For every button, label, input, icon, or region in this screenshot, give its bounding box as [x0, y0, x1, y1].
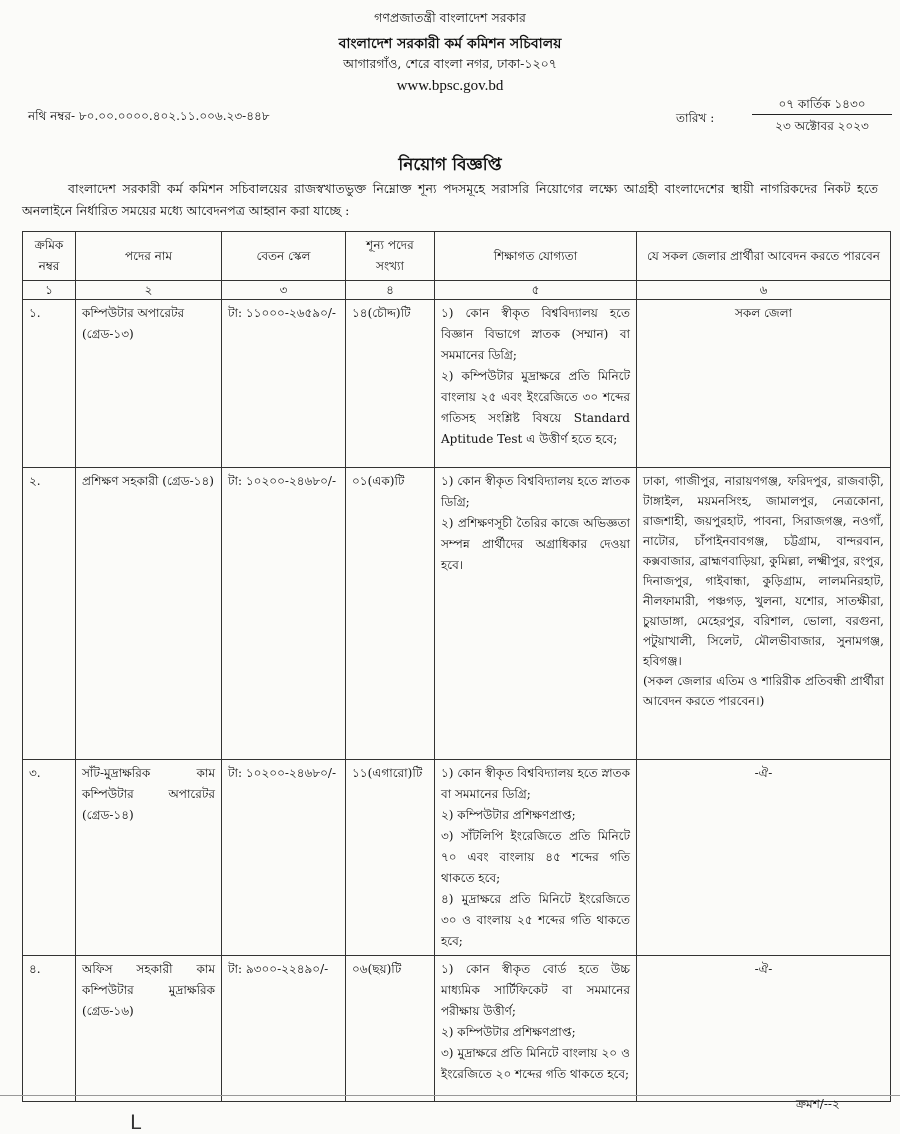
districts-cell: -ঐ- [637, 760, 891, 956]
qualification-item: ৩) মুদ্রাক্ষরে প্রতি মিনিটে বাংলায় ২০ ও ইংরেজিতে ২০ শব্দের গতি থাকতে হবে; [441, 1046, 630, 1081]
districts-cell [637, 468, 891, 760]
serial-cell: ৩. [23, 760, 76, 956]
col-number: ৩ [222, 281, 346, 300]
qualification-item: ২) কম্পিউটার মুদ্রাক্ষরে প্রতি মিনিটে বাংলায় ২৫ এবং ইংরেজিতে ৩০ শব্দের গতিসহ সংশ্লিষ্ট বিষয়ে Standard Aptitude Test এ উত্তীর্ণ হতে হবে; [441, 369, 630, 446]
post-cell: সাঁট-মুদ্রাক্ষরিক কাম কম্পিউটার অপারেটর (গ্রেড-১৪) [76, 760, 222, 956]
col-number: ১ [23, 281, 76, 300]
notice-title: নিয়োগ বিজ্ঞপ্তি [398, 155, 502, 175]
header-vacancy: শূন্য পদের সংখ্যা [346, 232, 435, 281]
commission-name: বাংলাদেশ সরকারী কর্ম কমিশন সচিবালয় [338, 36, 562, 52]
districts-list: ঢাকা, গাজীপুর, নারায়ণগঞ্জ, ফরিদপুর, রাজবাড়ী, টাঙ্গাইল, ময়মনসিংহ, জামালপুর, নেত্রকোনা, রাজশাহী, জয়পুরহাট, পাবনা, সিরাজগঞ্জ, নওগাঁ, নাটোর, চাঁপাইনবাবগঞ্জ, চট্টগ্রাম, বান্দরবান, কক্সবাজার, ব্রাহ্মণবাড়িয়া, কুমিল্লা, লক্ষ্মীপুর, রংপুর, দিনাজপুর, গাইবান্ধা, কুড়িগ্রাম, লালমনিরহাট, নীলফামারী, পঞ্চগড়, খুলনা, যশোর, সাতক্ষীরা, চুয়াডাঙ্গা, মেহেরপুর, বরিশাল, ভোলা, বরগুনা, পটুয়াখালী, সিলেট, মৌলভীবাজার, সুনামগঞ্জ, হবিগঞ্জ। [643, 474, 884, 668]
signature-mark: ᒪ [130, 1110, 142, 1134]
table-row [23, 956, 891, 1102]
districts-cell: -ঐ- [637, 956, 891, 1102]
table-row [23, 468, 891, 760]
scale-cell: টা: ৯৩০০-২২৪৯০/- [222, 956, 346, 1102]
header-post: পদের নাম [76, 232, 222, 281]
govt-name: গণপ্রজাতন্ত্রী বাংলাদেশ সরকার [374, 10, 526, 25]
qualification-cell [435, 300, 637, 468]
col-number: ৪ [346, 281, 435, 300]
qualification-item: ২) কম্পিউটার প্রশিক্ষণপ্রাপ্ত; [441, 808, 576, 822]
vacancy-cell: ০৬(ছয়)টি [346, 956, 435, 1102]
qualification-item: ২) প্রশিক্ষণসূচী তৈরির কাজে অভিজ্ঞতা সম্পন্ন প্রার্থীদের অগ্রাধিকার দেওয়া হবে। [441, 516, 630, 572]
date-label: তারিখ : [676, 111, 715, 125]
header-serial: ক্রমিক নম্বর [23, 232, 76, 281]
website: www.bpsc.gov.bd [396, 78, 504, 94]
serial-cell: ২. [23, 468, 76, 760]
districts-cell: সকল জেলা [637, 300, 891, 468]
scale-cell: টা: ১০২০০-২৪৬৮০/- [222, 760, 346, 956]
col-number: ৫ [435, 281, 637, 300]
serial-cell: ১. [23, 300, 76, 468]
continued-note: ক্রমশ/--২ [796, 1097, 840, 1111]
qualification-item: ৩) সাঁটলিপি ইংরেজিতে প্রতি মিনিটে ৭০ এবং বাংলায় ৪৫ শব্দের গতি থাকতে হবে; [441, 829, 630, 885]
column-number-row [23, 281, 891, 300]
intro-paragraph: বাংলাদেশ সরকারী কর্ম কমিশন সচিবালয়ের রাজস্বখাতভুক্ত নিম্নোক্ত শূন্য পদসমূহে সরাসরি নিয়োগের লক্ষ্যে আগ্রহী বাংলাদেশের স্থায়ী নাগরিকদের নিকট হতে অনলাইনে নির্ধারিত সময়ের মধ্যে আবেদনপত্র আহ্বান করা যাচ্ছে : [22, 181, 878, 218]
date-english: ২৩ অক্টোবর ২০২৩ [775, 119, 869, 133]
qualification-cell [435, 760, 637, 956]
qualification-cell [435, 468, 637, 760]
post-cell: কম্পিউটার অপারেটর (গ্রেড-১৩) [76, 300, 222, 468]
table-row [23, 760, 891, 956]
vacancy-table [22, 231, 891, 1102]
districts-note: (সকল জেলার এতিম ও শারিরীক প্রতিবন্ধী প্রার্থীরা আবেদন করতে পারবেন।) [643, 674, 884, 708]
qualification-item: ১) কোন স্বীকৃত বিশ্ববিদ্যালয় হতে স্নাতক ডিগ্রি; [441, 474, 630, 509]
post-cell: অফিস সহকারী কাম কম্পিউটার মুদ্রাক্ষরিক (গ্রেড-১৬) [76, 956, 222, 1102]
scale-cell: টা: ১০২০০-২৪৬৮০/- [222, 468, 346, 760]
col-number: ২ [76, 281, 222, 300]
header-scale: বেতন স্কেল [222, 232, 346, 281]
table-row [23, 300, 891, 468]
qualification-item: ১) কোন স্বীকৃত বিশ্ববিদ্যালয় হতে বিজ্ঞান বিভাগে স্নাতক (সম্মান) বা সমমানের ডিগ্রি; [441, 306, 630, 362]
footer-rule [0, 1095, 900, 1096]
address: আগারগাঁও, শেরে বাংলা নগর, ঢাকা-১২০৭ [343, 56, 557, 71]
qualification-item: ১) কোন স্বীকৃত বোর্ড হতে উচ্চ মাধ্যমিক সার্টিফিকেট বা সমমানের পরীক্ষায় উত্তীর্ণ; [441, 962, 630, 1018]
post-cell: প্রশিক্ষণ সহকারী (গ্রেড-১৪) [76, 468, 222, 760]
date-divider [752, 114, 892, 115]
qualification-cell [435, 956, 637, 1102]
serial-cell: ৪. [23, 956, 76, 1102]
vacancy-cell: ১৪(চৌদ্দ)টি [346, 300, 435, 468]
header-qualification: শিক্ষাগত যোগ্যতা [435, 232, 637, 281]
scale-cell: টা: ১১০০০-২৬৫৯০/- [222, 300, 346, 468]
header-districts: যে সকল জেলার প্রার্থীরা আবেদন করতে পারবেন [637, 232, 891, 281]
vacancy-cell: ০১(এক)টি [346, 468, 435, 760]
qualification-item: ২) কম্পিউটার প্রশিক্ষণপ্রাপ্ত; [441, 1025, 576, 1039]
qualification-item: ১) কোন স্বীকৃত বিশ্ববিদ্যালয় হতে স্নাতক বা সমমানের ডিগ্রি; [441, 766, 630, 801]
col-number: ৬ [637, 281, 891, 300]
table-header-row [23, 232, 891, 281]
memo-number: নথি নম্বর- ৮০.০০.০০০০.৪০২.১১.০০৬.২৩-৪৪৮ [28, 109, 270, 123]
date-bangla: ০৭ কার্তিক ১৪৩০ [778, 97, 866, 111]
qualification-item: ৪) মুদ্রাক্ষরে প্রতি মিনিটে ইংরেজিতে ৩০ ও বাংলায় ২৫ শব্দের গতি থাকতে হবে; [441, 892, 630, 948]
vacancy-cell: ১১(এগারো)টি [346, 760, 435, 956]
